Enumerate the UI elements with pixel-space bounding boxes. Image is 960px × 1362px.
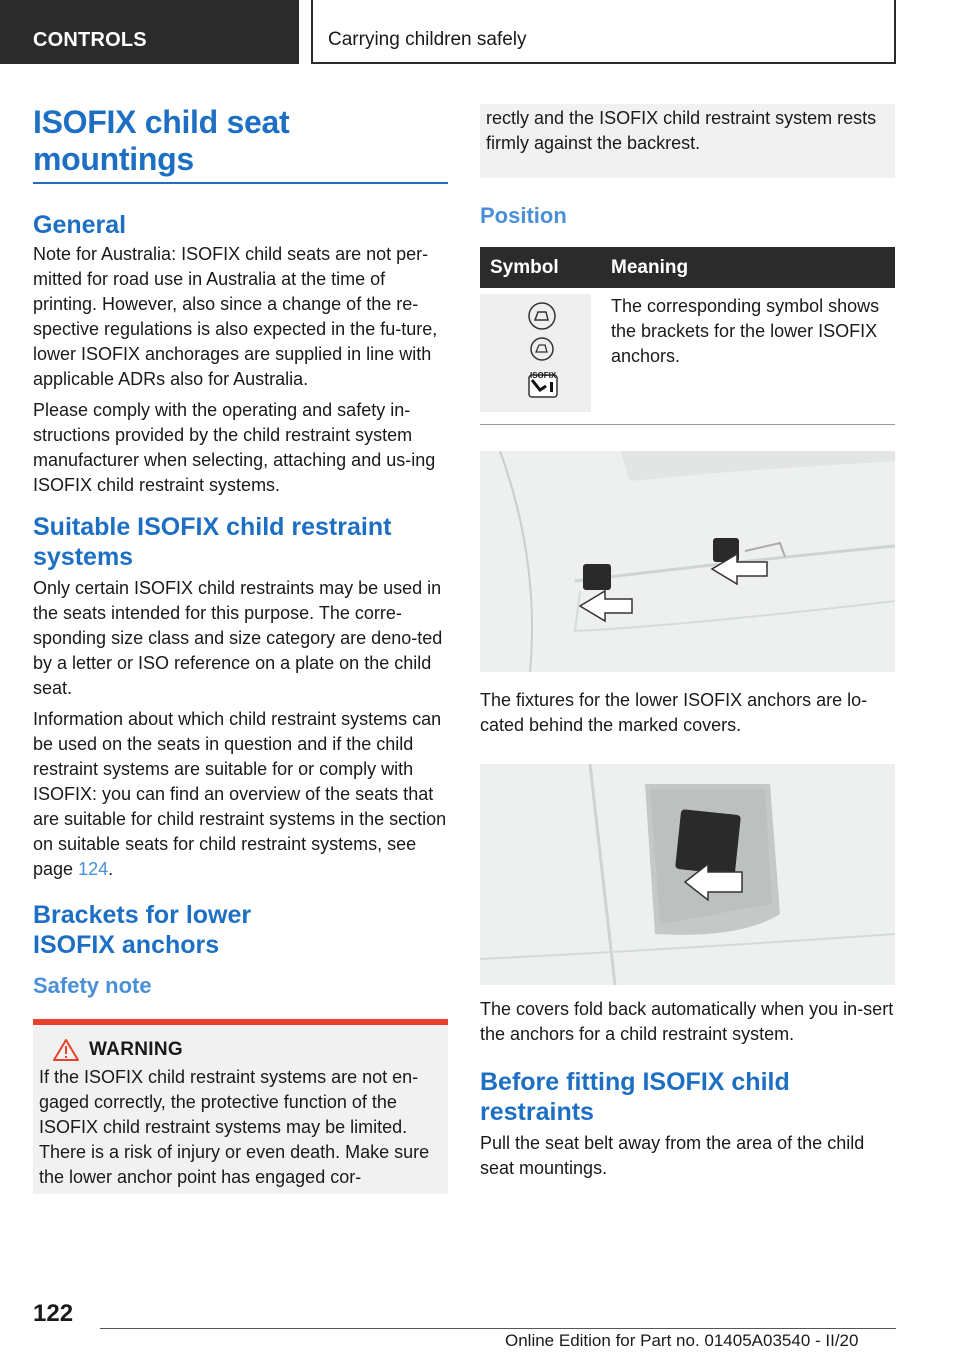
symbol-table: [480, 247, 895, 412]
symbol-cell-bg: [480, 294, 597, 412]
title-rule: [33, 182, 448, 184]
page-reference-link[interactable]: 124: [78, 859, 109, 879]
header-section-tab: [0, 0, 299, 64]
suitable-paragraph-2-end: .: [108, 859, 114, 879]
heading-position: Position: [480, 203, 567, 228]
seat-anchors-illustration: [480, 451, 895, 672]
suitable-paragraph-2: [33, 707, 448, 882]
table-header-meaning: Meaning: [603, 247, 895, 288]
right-column: [480, 104, 895, 1181]
table-header-symbol: Symbol: [480, 247, 603, 288]
footer-rule: [100, 1328, 896, 1329]
footer-edition: Online Edition for Part no. 01405A03540 - II/20: [505, 1331, 859, 1350]
warning-triangle-icon: [53, 1039, 79, 1061]
page-title: ISOFIX child seat mountings: [33, 104, 290, 177]
photo-isofix-covers: [480, 451, 895, 672]
heading-safety-note: Safety note: [33, 973, 152, 998]
isofix-label: ISOFIX: [530, 371, 557, 380]
page-number: 122: [33, 1300, 74, 1327]
warning-continuation-box: [480, 104, 895, 178]
photo-anchor-cover-closeup: [480, 764, 895, 985]
suitable-paragraph-1: Only certain ISOFIX child restraints may be used in the seats intended for this purpose. The corre-sponding size class and size category are deno-ted by a letter or ISO reference on a plate on the child seat.: [33, 578, 443, 698]
warning-continuation-text: rectly and the ISOFIX child restraint system rests firmly against the backrest.: [486, 108, 877, 153]
warning-label: WARNING: [89, 1039, 183, 1060]
warning-box: [33, 1025, 448, 1194]
suitable-paragraph-2-text: Information about which child restraint systems can be used on the seats in question and if the child restraint systems are suitable for or comply with ISOFIX: you can find an overview of the seats that are suitable for child restraint systems in the section on suitable seats for child restraint systems, see page: [33, 709, 447, 879]
warning-text: If the ISOFIX child restraint systems are not en-gaged correctly, the protective function of the ISOFIX child restraint systems may be limited. There is a risk of injury or even death. Make sure the lower anchor point has engaged cor-: [39, 1067, 430, 1187]
header-chapter-label: Carrying children safely: [328, 29, 527, 50]
isofix-symbols-icon: [480, 294, 597, 412]
warning-block: [33, 1019, 448, 1194]
heading-before-fitting: Before fitting ISOFIX child restraints: [480, 1068, 790, 1126]
header-section-label: CONTROLS: [33, 29, 147, 51]
meaning-cell: The corresponding symbol shows the brackets for the lower ISOFIX anchors.: [611, 296, 880, 366]
heading-suitable-systems: Suitable ISOFIX child restraint systems: [33, 513, 392, 571]
heading-brackets: Brackets for lower ISOFIX anchors: [33, 901, 252, 959]
caption-1: The fixtures for the lower ISOFIX anchors are lo-cated behind the marked covers.: [480, 690, 868, 735]
general-paragraph-2: Please comply with the operating and safety in-structions provided by the child restraint system manufacturer when selecting, attaching and us-ing ISOFIX child restraint systems.: [33, 400, 436, 495]
warning-header: [53, 1039, 442, 1061]
symbol-cell: [480, 288, 603, 412]
table-rule: [480, 424, 895, 425]
table-row: [480, 288, 895, 412]
general-paragraph-1: Note for Australia: ISOFIX child seats are not per-mitted for road use in Australia at the time of printing. However, also since a change of the re-spective regulations is also expected in the fu-ture, lower ISOFIX anchorages are supplied in line with applicable ADRs also for Australia.: [33, 244, 438, 389]
caption-2: The covers fold back automatically when you in-sert the anchors for a child restraint system.: [480, 999, 894, 1044]
header-chapter-tab: [311, 0, 896, 64]
before-fitting-paragraph: Pull the seat belt away from the area of the child seat mountings.: [480, 1133, 865, 1178]
heading-general: General: [33, 211, 127, 239]
anchor-closeup-illustration: [480, 764, 895, 985]
left-column: [33, 104, 448, 1194]
